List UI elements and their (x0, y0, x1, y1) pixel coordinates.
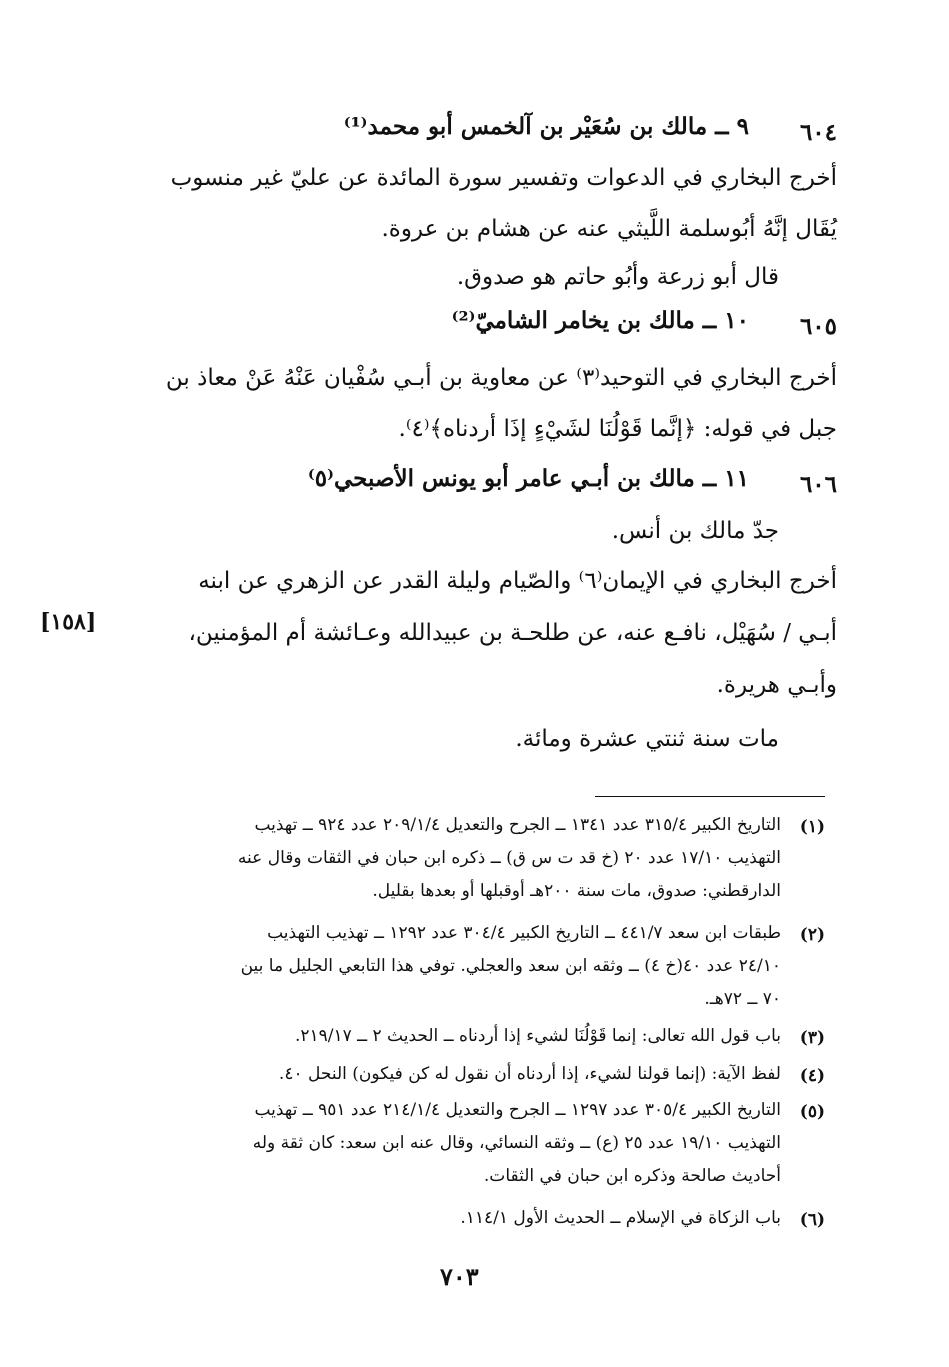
footnote-line: طبقات ابن سعد ٤٤١/٧ ــ التاريخ الكبير ٣٠٤/٤ عدد ١٢٩٢ ــ تهذيب التهذيب (267, 923, 781, 943)
body-line: أبـي / سُهَيْل، نافـع عنه، عن طلحـة بن عبيدالله وعـائشة أم المؤمنين، (188, 620, 837, 646)
footnote-line: أحاديث صالحة وذكره ابن حبان في الثقات. (483, 1166, 781, 1186)
footnote-label: (٥) (799, 1102, 825, 1122)
footnote-label: (٦) (799, 1210, 825, 1230)
body-line: جدّ مالك بن أنس. (611, 518, 779, 544)
entry-number: ٦٠٤ (799, 119, 837, 146)
footnote-label: (٣) (799, 1028, 825, 1048)
margin-page-reference: [١٥٨] (40, 609, 97, 635)
footnote-line: باب الزكاة في الإسلام ــ الحديث الأول ١١٤/١. (460, 1208, 781, 1228)
entry-number: ٦٠٦ (799, 471, 837, 498)
footnote-label: (٤) (799, 1066, 825, 1086)
footnote-line: التاريخ الكبير ٣١٥/٤ عدد ١٣٤١ ــ الجرح والتعديل ٢٠٩/١/٤ عدد ٩٢٤ ــ تهذيب (254, 815, 781, 835)
body-line: أخرج البخاري في التوحيد⁽٣⁾ عن معاوية بن أبـي سُفْيان عَنْهُ عَنْ معاذ بن (165, 365, 837, 391)
footnote-label: (٢) (799, 925, 825, 945)
footnote-separator (595, 796, 825, 797)
body-line: جبل في قوله: ﴿إنَّما قَوْلُنَا لشَيْءٍ إذَا أردناه﴾⁽٤⁾. (398, 416, 837, 442)
footnote-line: ٢٤/١٠ عدد ٤٠(خ ٤) ــ وثقه ابن سعد والعجلي. توفي هذا التابعي الجليل ما بين (240, 956, 781, 976)
entry-heading: ٩ ــ مالك بن سُعَيْر بن آلخمس أبو محمد⁽¹⁾ (343, 113, 749, 140)
entry-number: ٦٠٥ (799, 313, 837, 340)
body-line: قال أبو زرعة وأبُو حاتم هو صدوق. (456, 264, 779, 290)
footnote-line: باب قول الله تعالى: إنما قَوْلُنَا لشيء إذا أردناه ــ الحديث ٢ ــ ٢١٩/١٧. (294, 1026, 781, 1046)
footnote-line: التهذيب ١٧/١٠ عدد ٢٠ (خ قد ت س ق) ــ ذكره ابن حبان في الثقات وقال عنه (237, 848, 781, 868)
body-line: أخرج البخاري في الدعوات وتفسير سورة المائدة عن عليّ غير منسوب (170, 165, 837, 191)
footnote-label: (١) (799, 817, 825, 837)
entry-heading: ١١ ــ مالك بن أبـي عامر أبو يونس الأصبحي⁽٥⁾ (307, 465, 749, 492)
body-line: أخرج البخاري في الإيمان⁽٦⁾ والصّيام وليلة القدر عن الزهري عن ابنه (198, 568, 837, 594)
footnote-line: الدارقطني: صدوق، مات سنة ٢٠٠هـ أوقبلها أو بعدها بقليل. (372, 881, 781, 901)
footnote-line: لفظ الآية: (إنما قولنا لشيء، إذا أردناه أن نقول له كن فيكون) النحل ٤٠. (278, 1064, 781, 1084)
footnote-line: التاريخ الكبير ٣٠٥/٤ عدد ١٢٩٧ ــ الجرح والتعديل ٢١٤/١/٤ عدد ٩٥١ ــ تهذيب (254, 1100, 781, 1120)
entry-heading: ١٠ ــ مالك بن يخامر الشاميّ⁽²⁾ (451, 307, 749, 334)
body-line: مات سنة ثنتي عشرة ومائة. (515, 726, 779, 752)
footnote-line: التهذيب ١٩/١٠ عدد ٢٥ (ع) ــ وثقه النسائي، وقال عنه ابن سعد: كان ثقة وله (252, 1133, 781, 1153)
body-line: يُقَال إنَّهُ أبُوسلمة اللَّيثي عنه عن هشام بن عروة. (381, 216, 837, 242)
footnote-line: ٧٠ ــ ٧٢هـ. (704, 989, 781, 1009)
page-number: ٧٠٣ (440, 1262, 479, 1291)
body-line: وأبـي هريرة. (716, 672, 837, 698)
